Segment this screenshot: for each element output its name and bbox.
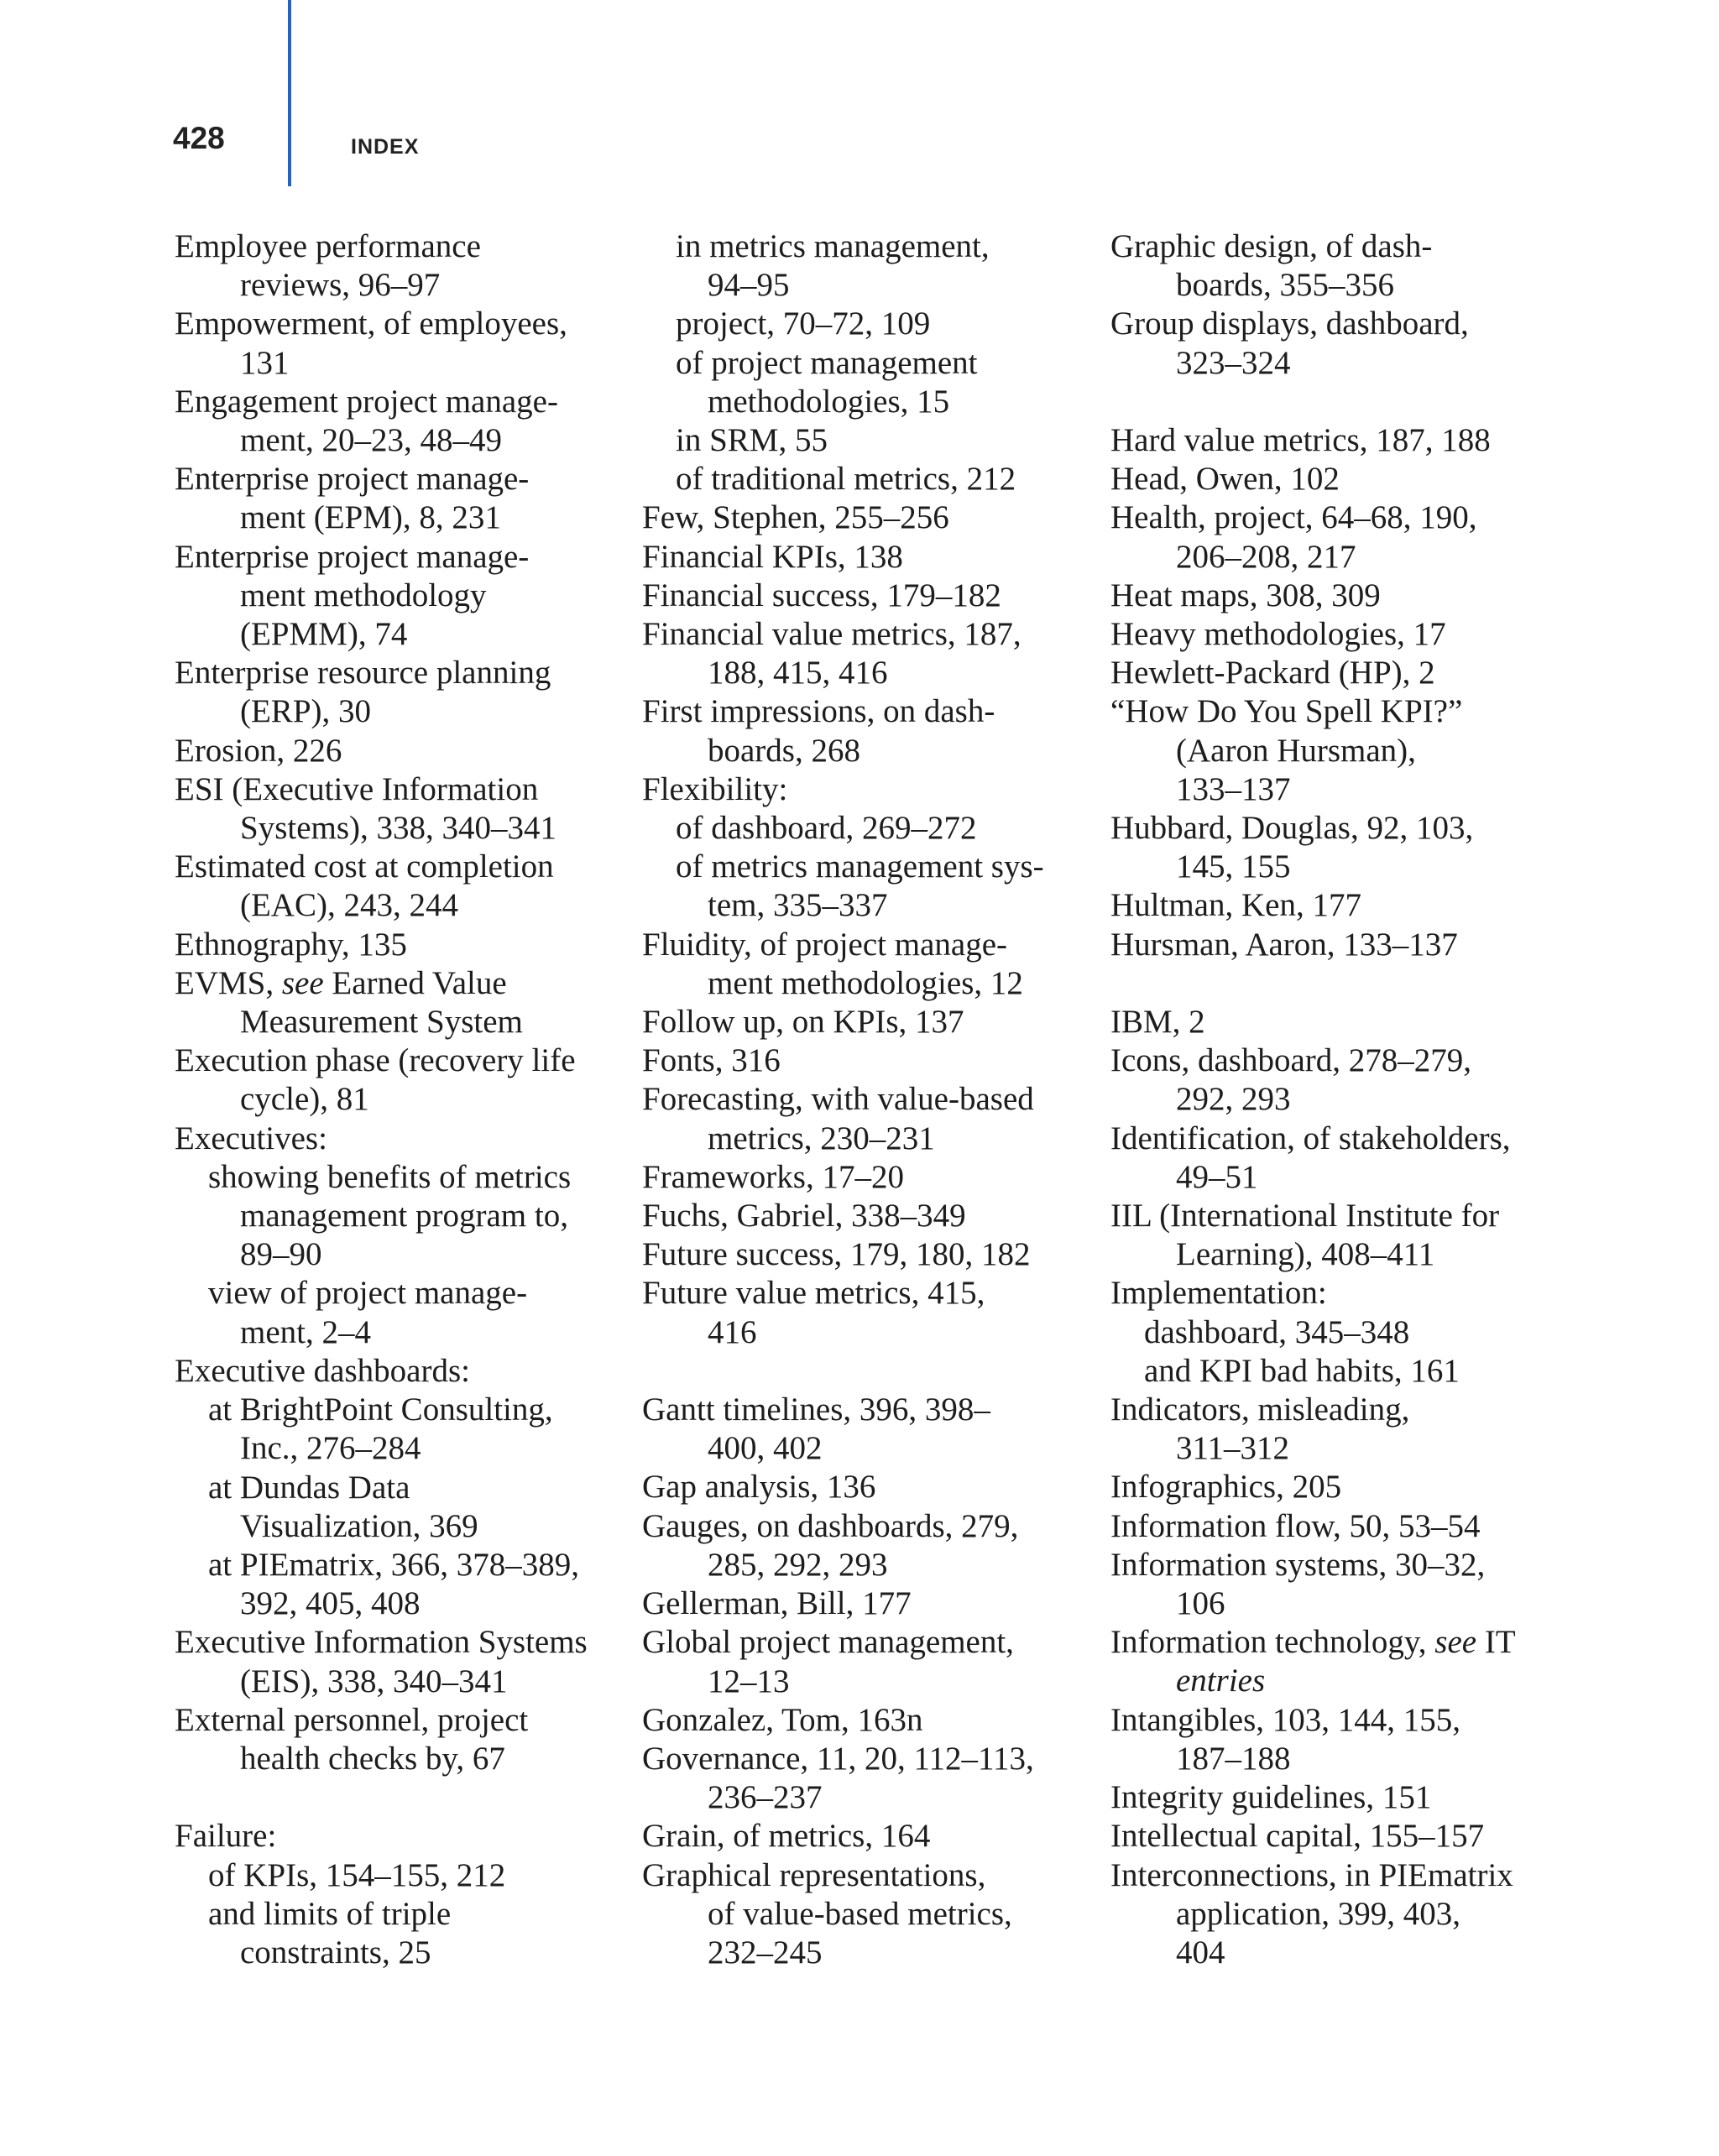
entry-text: Heat maps, 308, 309	[1110, 577, 1381, 613]
entry-text: 49–51	[1176, 1158, 1258, 1195]
entry-text: 12–13	[708, 1663, 790, 1699]
index-subentry	[175, 1469, 619, 1546]
index-subentry	[175, 1546, 619, 1623]
index-entry	[1110, 1623, 1564, 1700]
index-entry	[1110, 577, 1564, 615]
entry-text: Follow up, on KPIs, 137	[642, 1004, 964, 1041]
entry-text: ment methodologies, 12	[708, 964, 1023, 1001]
index-entry	[175, 1041, 619, 1119]
entry-text: 232–245	[708, 1934, 823, 1971]
index-subentry	[175, 1158, 619, 1275]
index-entry	[1110, 692, 1564, 809]
entry-text: in metrics management,	[676, 228, 990, 264]
entry-text: 416	[708, 1313, 757, 1350]
entry-text: dashboard, 345–348	[1144, 1313, 1410, 1350]
entry-text: project, 70–72, 109	[676, 305, 931, 342]
index-subentry	[642, 227, 1091, 305]
letter-gap	[1110, 383, 1564, 421]
entry-text: 323–324	[1176, 344, 1291, 381]
index-entry	[642, 1623, 1091, 1700]
index-entry	[1110, 460, 1564, 499]
entry-text: 145, 155	[1176, 848, 1291, 885]
entry-text: Financial KPIs, 138	[642, 538, 903, 575]
entry-text: Gantt timelines, 396, 398–	[642, 1391, 990, 1428]
entry-text: Estimated cost at completion	[175, 848, 554, 885]
entry-text: Graphical representations,	[642, 1856, 986, 1893]
index-entry	[1110, 421, 1564, 460]
entry-text: Fonts, 316	[642, 1042, 781, 1079]
index-entry	[642, 1080, 1091, 1157]
entry-text: Gellerman, Bill, 177	[642, 1585, 912, 1622]
letter-gap	[175, 1778, 619, 1817]
entry-text: First impressions, on dash-	[642, 693, 995, 730]
entry-text: Financial success, 179–182	[642, 577, 1001, 613]
index-subentry	[175, 1895, 619, 1972]
index-subentry	[642, 848, 1091, 925]
entry-text: Ethnography, 135	[175, 926, 407, 963]
entry-text: Executive dashboards:	[175, 1352, 470, 1389]
index-entry	[642, 1197, 1091, 1235]
index-entry	[642, 538, 1091, 577]
entry-text: ment, 20–23, 48–49	[240, 422, 502, 459]
entry-text: ment, 2–4	[240, 1313, 371, 1350]
index-subentry	[642, 305, 1091, 343]
running-head: INDEX	[351, 135, 420, 159]
entry-text: at Dundas Data	[208, 1469, 410, 1506]
entry-text: Indicators, misleading,	[1110, 1391, 1410, 1428]
entry-text: Graphic design, of dash-	[1110, 228, 1433, 264]
index-entry	[1110, 654, 1564, 692]
entry-text: Implementation:	[1110, 1275, 1327, 1312]
letter-gap	[1110, 964, 1564, 1003]
index-entry	[1110, 809, 1564, 886]
index-entry	[1110, 1041, 1564, 1119]
see-reference: see	[1434, 1624, 1477, 1661]
entry-text: and limits of triple	[208, 1895, 452, 1932]
letter-gap	[642, 1352, 1091, 1391]
index-entry	[175, 654, 619, 731]
index-entry	[1110, 1507, 1564, 1546]
entry-text: metrics, 230–231	[708, 1120, 935, 1156]
entry-text: Flexibility:	[642, 770, 788, 807]
entry-text: 400, 402	[708, 1430, 823, 1467]
entry-text: (Aaron Hursman),	[1176, 732, 1416, 769]
index-entry	[642, 692, 1091, 770]
entry-text: 236–237	[708, 1779, 823, 1816]
entry-text: Infographics, 205	[1110, 1469, 1342, 1506]
index-entry	[642, 577, 1091, 615]
entry-text: Group displays, dashboard,	[1110, 305, 1469, 342]
index-entry	[1110, 1817, 1564, 1856]
entry-text: (EIS), 338, 340–341	[240, 1663, 508, 1699]
entry-text: ESI (Executive Information	[175, 770, 539, 807]
index-subentry	[642, 460, 1091, 499]
entry-text: and KPI bad habits, 161	[1144, 1352, 1460, 1389]
entry-text: 292, 293	[1176, 1081, 1291, 1118]
entry-text: Hubbard, Douglas, 92, 103,	[1110, 810, 1474, 847]
index-entry	[1110, 1274, 1564, 1313]
entry-text: 392, 405, 408	[240, 1585, 421, 1622]
entry-text: Forecasting, with value-based	[642, 1081, 1034, 1118]
entry-text: cycle), 81	[240, 1081, 369, 1118]
index-entry	[1110, 1468, 1564, 1506]
index-entry	[642, 1468, 1091, 1506]
index-entry	[642, 1584, 1091, 1623]
entry-text: Head, Owen, 102	[1110, 461, 1340, 498]
index-entry	[642, 1235, 1091, 1274]
entry-text: Icons, dashboard, 278–279,	[1110, 1042, 1472, 1079]
index-column-2	[642, 227, 1091, 1972]
index-entry	[1110, 1778, 1564, 1817]
entry-text: Heavy methodologies, 17	[1110, 616, 1446, 653]
entry-text: ment (EPM), 8, 231	[240, 499, 501, 536]
entry-text: Interconnections, in PIEmatrix	[1110, 1856, 1513, 1893]
entry-text: 311–312	[1176, 1430, 1290, 1467]
entry-text: Governance, 11, 20, 112–113,	[642, 1740, 1034, 1777]
entry-text: Frameworks, 17–20	[642, 1158, 904, 1195]
entry-text: 188, 415, 416	[708, 655, 888, 692]
entry-text: application, 399, 403,	[1176, 1895, 1461, 1932]
entry-text: Systems), 338, 340–341	[240, 810, 557, 847]
entry-text: Employee performance	[175, 228, 481, 264]
index-entry	[642, 1274, 1091, 1351]
index-entry	[175, 538, 619, 655]
entry-text: Future value metrics, 415,	[642, 1275, 985, 1312]
entry-text: Hard value metrics, 187, 188	[1110, 422, 1491, 458]
entry-text: 285, 292, 293	[708, 1546, 888, 1583]
index-entry	[175, 926, 619, 964]
index-subentry	[175, 1274, 619, 1351]
index-entry	[642, 1391, 1091, 1468]
index-subentry	[175, 1856, 619, 1895]
index-entry	[642, 1856, 1091, 1973]
entry-text: Intellectual capital, 155–157	[1110, 1818, 1485, 1855]
entry-text: Few, Stephen, 255–256	[642, 499, 949, 536]
index-entry	[175, 964, 619, 1041]
entry-text: health checks by, 67	[240, 1740, 505, 1777]
entry-text: constraints, 25	[240, 1934, 431, 1971]
entry-text: Grain, of metrics, 164	[642, 1818, 931, 1855]
entry-text: Gap analysis, 136	[642, 1469, 876, 1506]
entry-text: methodologies, 15	[708, 383, 950, 420]
index-entry	[175, 460, 619, 537]
entry-text: External personnel, project	[175, 1701, 529, 1738]
entry-text: Gonzalez, Tom, 163n	[642, 1701, 923, 1738]
index-entry	[175, 1701, 619, 1778]
entry-text: at BrightPoint Consulting,	[208, 1391, 553, 1428]
index-entry	[175, 1623, 619, 1700]
index-entry	[175, 1352, 619, 1391]
entry-text: 131	[240, 344, 290, 381]
entry-text: Fluidity, of project manage-	[642, 926, 1008, 963]
index-subentry	[1110, 1313, 1564, 1352]
index-entry	[1110, 1546, 1564, 1623]
entry-text: of traditional metrics, 212	[676, 461, 1016, 498]
entry-text: 94–95	[708, 267, 790, 304]
entry-text: 133–137	[1176, 770, 1291, 807]
index-entry	[642, 1041, 1091, 1080]
entry-text: Identification, of stakeholders,	[1110, 1120, 1511, 1156]
index-entry	[175, 770, 619, 848]
index-subentry	[642, 344, 1091, 421]
index-entry	[1110, 1856, 1564, 1973]
entry-text: Hewlett-Packard (HP), 2	[1110, 655, 1435, 692]
entry-text: Gauges, on dashboards, 279,	[642, 1507, 1019, 1544]
index-subentry	[175, 1391, 619, 1468]
index-entry	[175, 1120, 619, 1158]
entry-text: Health, project, 64–68, 190,	[1110, 499, 1477, 536]
entry-text: of KPIs, 154–155, 212	[208, 1856, 506, 1893]
entry-text: Engagement project manage-	[175, 383, 558, 420]
entry-text: Information systems, 30–32,	[1110, 1546, 1486, 1583]
entry-text: Hultman, Ken, 177	[1110, 887, 1361, 924]
index-entry	[642, 615, 1091, 692]
entry-text: Learning), 408–411	[1176, 1236, 1435, 1273]
index-entry	[1110, 1701, 1564, 1778]
entry-text: Enterprise project manage-	[175, 461, 530, 498]
index-entry	[175, 227, 619, 305]
entry-text: 206–208, 217	[1176, 538, 1356, 575]
entry-text: view of project manage-	[208, 1275, 528, 1312]
page-number: 428	[173, 121, 225, 155]
index-entry	[1110, 305, 1564, 382]
index-entry	[1110, 1197, 1564, 1274]
entry-text: EVMS,	[175, 964, 282, 1001]
entry-text: Enterprise project manage-	[175, 538, 530, 575]
entry-text: (EAC), 243, 244	[240, 887, 458, 924]
entry-text: Failure:	[175, 1818, 277, 1855]
entry-text: Information technology,	[1110, 1624, 1435, 1661]
index-subentry	[1110, 1352, 1564, 1391]
index-entry	[175, 732, 619, 770]
entry-text: Executive Information Systems	[175, 1624, 588, 1661]
index-entry	[1110, 1003, 1564, 1041]
entry-text: boards, 355–356	[1176, 267, 1394, 304]
entry-text: showing benefits of metrics	[208, 1158, 572, 1195]
index-entry	[1110, 1120, 1564, 1197]
entry-text: Earned Value	[323, 964, 507, 1001]
index-entry	[175, 305, 619, 382]
index-entry	[175, 383, 619, 460]
entry-text: IT	[1476, 1624, 1516, 1661]
entry-text: Empowerment, of employees,	[175, 305, 567, 342]
entry-text: reviews, 96–97	[240, 267, 441, 304]
entry-text: IBM, 2	[1110, 1004, 1205, 1041]
header-rule	[288, 0, 291, 186]
index-entry	[1110, 926, 1564, 964]
entry-text: Fuchs, Gabriel, 338–349	[642, 1198, 966, 1235]
entry-text: tem, 335–337	[708, 887, 888, 924]
entry-text: (ERP), 30	[240, 693, 371, 730]
index-entry	[175, 1817, 619, 1856]
entry-text: of project management	[676, 344, 978, 381]
entry-text: Integrity guidelines, 151	[1110, 1779, 1432, 1816]
index-column-3	[1110, 227, 1564, 1972]
index-entry	[642, 499, 1091, 537]
entry-text: of value-based metrics,	[708, 1895, 1012, 1932]
entry-text: Inc., 276–284	[240, 1430, 421, 1467]
index-entry	[1110, 227, 1564, 305]
entry-text: Global project management,	[642, 1624, 1014, 1661]
entry-text: of dashboard, 269–272	[676, 810, 977, 847]
index-entry	[1110, 1391, 1564, 1468]
entry-text: ment methodology	[240, 577, 487, 613]
entry-text: boards, 268	[708, 732, 860, 769]
index-entry	[1110, 499, 1564, 576]
see-reference: see	[281, 964, 324, 1001]
entry-text: Execution phase (recovery life	[175, 1042, 576, 1079]
entry-text: (EPMM), 74	[240, 616, 408, 653]
index-entry	[175, 848, 619, 925]
index-entry	[642, 770, 1091, 809]
entry-text: IIL (International Institute for	[1110, 1198, 1500, 1235]
entry-text: Executives:	[175, 1120, 327, 1156]
entry-text: Enterprise resource planning	[175, 655, 551, 692]
entry-text: at PIEmatrix, 366, 378–389,	[208, 1546, 579, 1583]
entry-text: of metrics management sys-	[676, 848, 1044, 885]
entry-text: Erosion, 226	[175, 732, 342, 769]
entry-text: Visualization, 369	[240, 1507, 478, 1544]
entry-text: Hursman, Aaron, 133–137	[1110, 926, 1458, 963]
index-subentry	[642, 809, 1091, 848]
index-entry	[642, 1003, 1091, 1041]
entry-text: 106	[1176, 1585, 1225, 1622]
entry-text: Information flow, 50, 53–54	[1110, 1507, 1481, 1544]
index-column-1	[175, 227, 619, 1972]
entry-text: Future success, 179, 180, 182	[642, 1236, 1031, 1273]
index-entry	[642, 1817, 1091, 1856]
entry-text: Financial value metrics, 187,	[642, 616, 1021, 653]
entry-text: 89–90	[240, 1236, 322, 1273]
index-subentry	[642, 421, 1091, 460]
index-entry	[642, 1507, 1091, 1584]
index-entry	[1110, 886, 1564, 925]
entry-text: Measurement System	[240, 1004, 523, 1041]
index-entry	[642, 1701, 1091, 1740]
index-entry	[642, 1158, 1091, 1197]
index-entry	[642, 926, 1091, 1003]
entry-text: management program to,	[240, 1198, 568, 1235]
entry-text: 187–188	[1176, 1740, 1291, 1777]
see-reference: entries	[1176, 1663, 1266, 1699]
index-entry	[1110, 615, 1564, 654]
entry-text: Intangibles, 103, 144, 155,	[1110, 1701, 1461, 1738]
entry-text: 404	[1176, 1934, 1225, 1971]
entry-text: in SRM, 55	[676, 422, 828, 459]
entry-text: “How Do You Spell KPI?”	[1110, 693, 1463, 730]
index-entry	[642, 1740, 1091, 1817]
